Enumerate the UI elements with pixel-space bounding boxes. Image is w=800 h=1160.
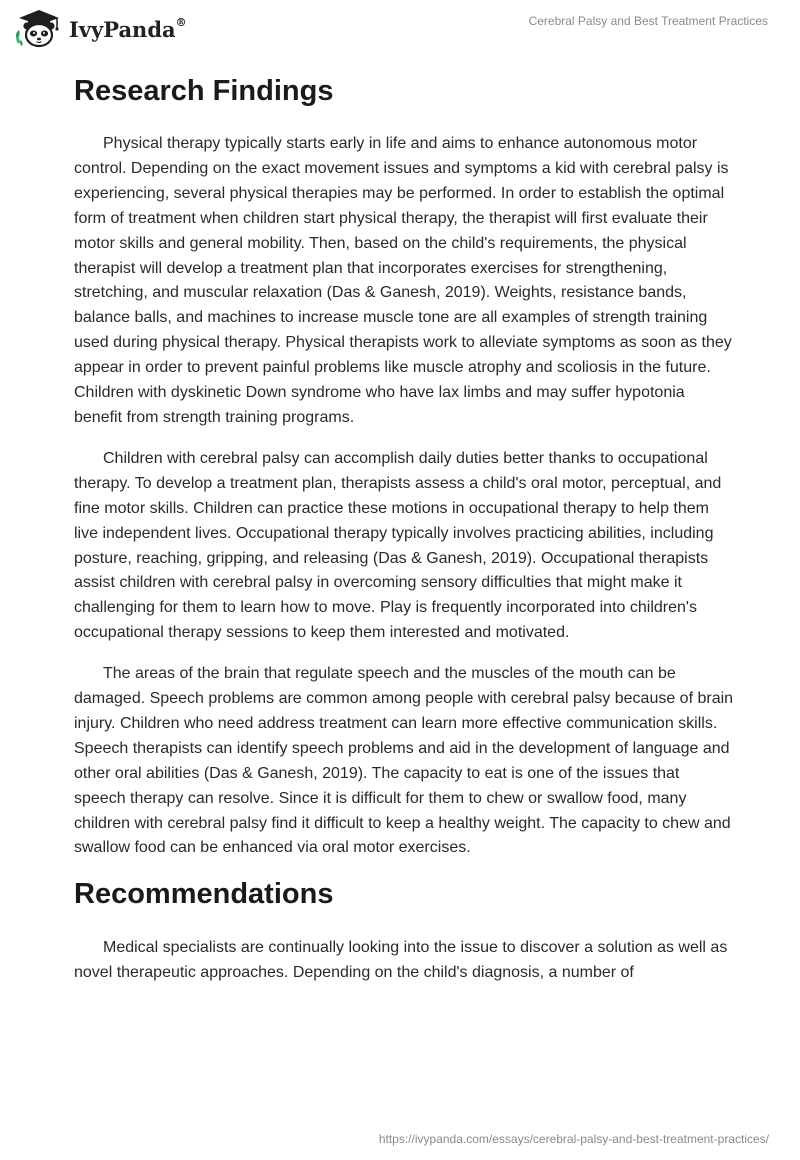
logo-wordmark (69, 17, 187, 42)
recommendations-paragraph-1: Medical specialists are continually looking into the issue to discover a solution as well as novel therapeutic approaches. Depending on the child's diagnosis, a number of (74, 939, 728, 982)
page-header (0, 0, 800, 60)
research-paragraph-2: Children with cerebral palsy can accomplish daily duties better thanks to occupational therapy. To develop a treatment plan, therapists assess a child's oral motor, perceptual, and fine motor skills. Children can practice these motions in occupational therapy to help them live independent lives. Occupational therapy typically involves practicing abilities, including posture, reaching, gripping, and releasing (Das & Ganesh, 2019). Occupational therapists assist children with cerebral palsy in overcoming sensory difficulties that might make it challenging for them to learn how to move. Play is frequently incorporated into children's occupational therapy sessions to keep them interested and motivated. (74, 449, 722, 642)
essay-content (74, 70, 734, 986)
source-url-link[interactable]: https://ivypanda.com/essays/cerebral-palsy-and-best-treatment-practices/ (378, 1132, 769, 1146)
research-paragraph-1: Physical therapy typically starts early in life and aims to enhance autonomous motor control. Depending on the exact movement issues and symptoms a kid with cerebral palsy is experiencing, several physical therapies may be performed. In order to establish the optimal form of treatment when children start physical therapy, the therapist will first evaluate their motor skills and general mobility. Then, based on the child's requirements, the physical therapist will develop a treatment plan that incorporates exercises for strengthening, stretching, and muscular relaxation (Das & Ganesh, 2019). Weights, resistance bands, balance balls, and machines to increase muscle tone are all examples of strength training used during physical therapy. Physical therapists work to alleviate symptoms as soon as they appear in order to prevent painful problems like muscle atrophy and scoliosis in the future. Children with dyskinetic Down syndrome who have lax limbs and may suffer hypotonia benefit from strength training programs. (74, 135, 732, 426)
registered-mark: ® (175, 15, 187, 29)
research-findings-heading: Research Findings (74, 75, 334, 107)
ivypanda-logo[interactable] (13, 8, 187, 48)
research-paragraph-3: The areas of the brain that regulate speech and the muscles of the mouth can be damaged. Speech problems are common among people with cerebral palsy because of brain injury. Children who need address treatment can learn more effective communication skills. Speech therapists can identify speech problems and aid in the development of language and other oral abilities (Das & Ganesh, 2019). The capacity to eat is one of the issues that speech therapy can resolve. Since it is difficult for them to chew or swallow food, many children with cerebral palsy find it difficult to keep a healthy weight. The capacity to chew and swallow food can be enhanced via oral motor exercises. (74, 665, 734, 857)
document-title: Cerebral Palsy and Best Treatment Practices (528, 14, 768, 28)
recommendations-heading: Recommendations (74, 878, 334, 911)
logo-text: IvyPanda (69, 16, 176, 42)
panda-logo-icon (13, 8, 65, 48)
